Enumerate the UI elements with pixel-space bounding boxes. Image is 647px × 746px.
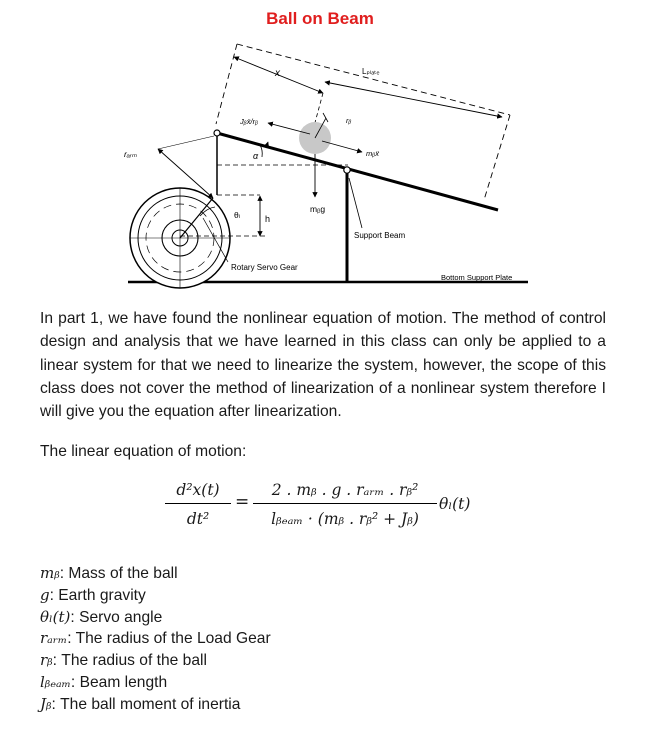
definition-item — [40, 585, 440, 607]
rotary-servo-gear — [130, 188, 230, 288]
mx-label: mᵦẍ — [366, 149, 379, 158]
beam — [217, 133, 498, 210]
lhs-fraction-bar — [165, 503, 231, 504]
definition-item — [40, 607, 440, 629]
support-pivot — [344, 167, 350, 173]
definition-symbol: rₐᵣₘ — [40, 629, 68, 648]
theta-l-label: θₗ — [234, 210, 241, 220]
support-beam-leader — [349, 178, 362, 228]
lplate-label: Lₚₗₐₜₑ — [362, 67, 380, 76]
definition-text: : The radius of the ball — [52, 652, 207, 670]
r-arm-label: rₐᵣₘ — [124, 149, 137, 159]
mbg-label: mᵦg — [310, 204, 326, 214]
bottom-support-plate-label: Bottom Support Plate — [441, 273, 513, 282]
diagram-title: Ball on Beam — [266, 9, 374, 28]
lhs-denominator: dt² — [186, 510, 210, 528]
definition-symbol: g — [40, 585, 50, 604]
definitions-list — [40, 563, 440, 716]
definition-text: : Beam length — [70, 673, 168, 691]
left-pivot — [214, 130, 220, 136]
rhs-fraction-bar — [253, 503, 437, 504]
rhs-denominator: lᵦₑₐₘ · (mᵦ . rᵦ² + Jᵦ) — [271, 510, 419, 528]
definition-item — [40, 694, 440, 716]
theta-term: θₗ(t) — [439, 495, 471, 513]
definition-item — [40, 672, 440, 694]
definition-text: : The radius of the Load Gear — [67, 630, 271, 648]
definition-symbol: lᵦₑₐₘ — [40, 672, 71, 691]
lplate-dimension-arrow — [325, 82, 502, 117]
lhs-numerator: d²x(t) — [176, 481, 220, 499]
equals-sign: = — [235, 492, 250, 512]
definition-symbol: θₗ(t) — [40, 607, 71, 626]
linear-equation — [165, 478, 495, 542]
rhs-fraction — [253, 478, 437, 532]
definition-symbol: mᵦ — [40, 564, 60, 582]
ball-on-beam-diagram — [100, 0, 560, 300]
rhs-numerator: 2 . mᵦ . g . rₐᵣₘ . rᵦ² — [271, 481, 419, 499]
definition-text: : The ball moment of inertia — [51, 695, 241, 713]
plate-reference-line — [237, 44, 510, 115]
rotary-servo-gear-label: Rotary Servo Gear — [231, 263, 298, 272]
definition-symbol: rᵦ — [40, 651, 53, 670]
lhs-fraction — [165, 478, 231, 532]
inertia-label: Jᵦẍ/rᵦ — [240, 117, 259, 126]
h-label: h — [265, 214, 271, 224]
definition-item — [40, 628, 440, 650]
support-beam-label: Support Beam — [354, 231, 406, 240]
definition-text: : Mass of the ball — [59, 565, 178, 582]
definition-text: : Servo angle — [70, 608, 163, 626]
definition-text: : Earth gravity — [49, 586, 146, 604]
lead-paragraph: The linear equation of motion: — [40, 443, 247, 460]
x-label: x — [275, 68, 280, 79]
rb-label: rᵦ — [346, 116, 352, 125]
definition-item — [40, 650, 440, 672]
alpha-label: α — [253, 151, 259, 161]
definition-symbol: Jᵦ — [40, 694, 52, 713]
definition-item — [40, 563, 440, 585]
intro-paragraph: In part 1, we have found the nonlinear equation of motion. The method of control design and analysis that we have learned in this class can only be applied to a linear system for that we need to linearize the system, however, the scope of this class does not cover the method of linearization of a nonlinear system therefore I will give you the equation after linearization. — [40, 310, 606, 421]
